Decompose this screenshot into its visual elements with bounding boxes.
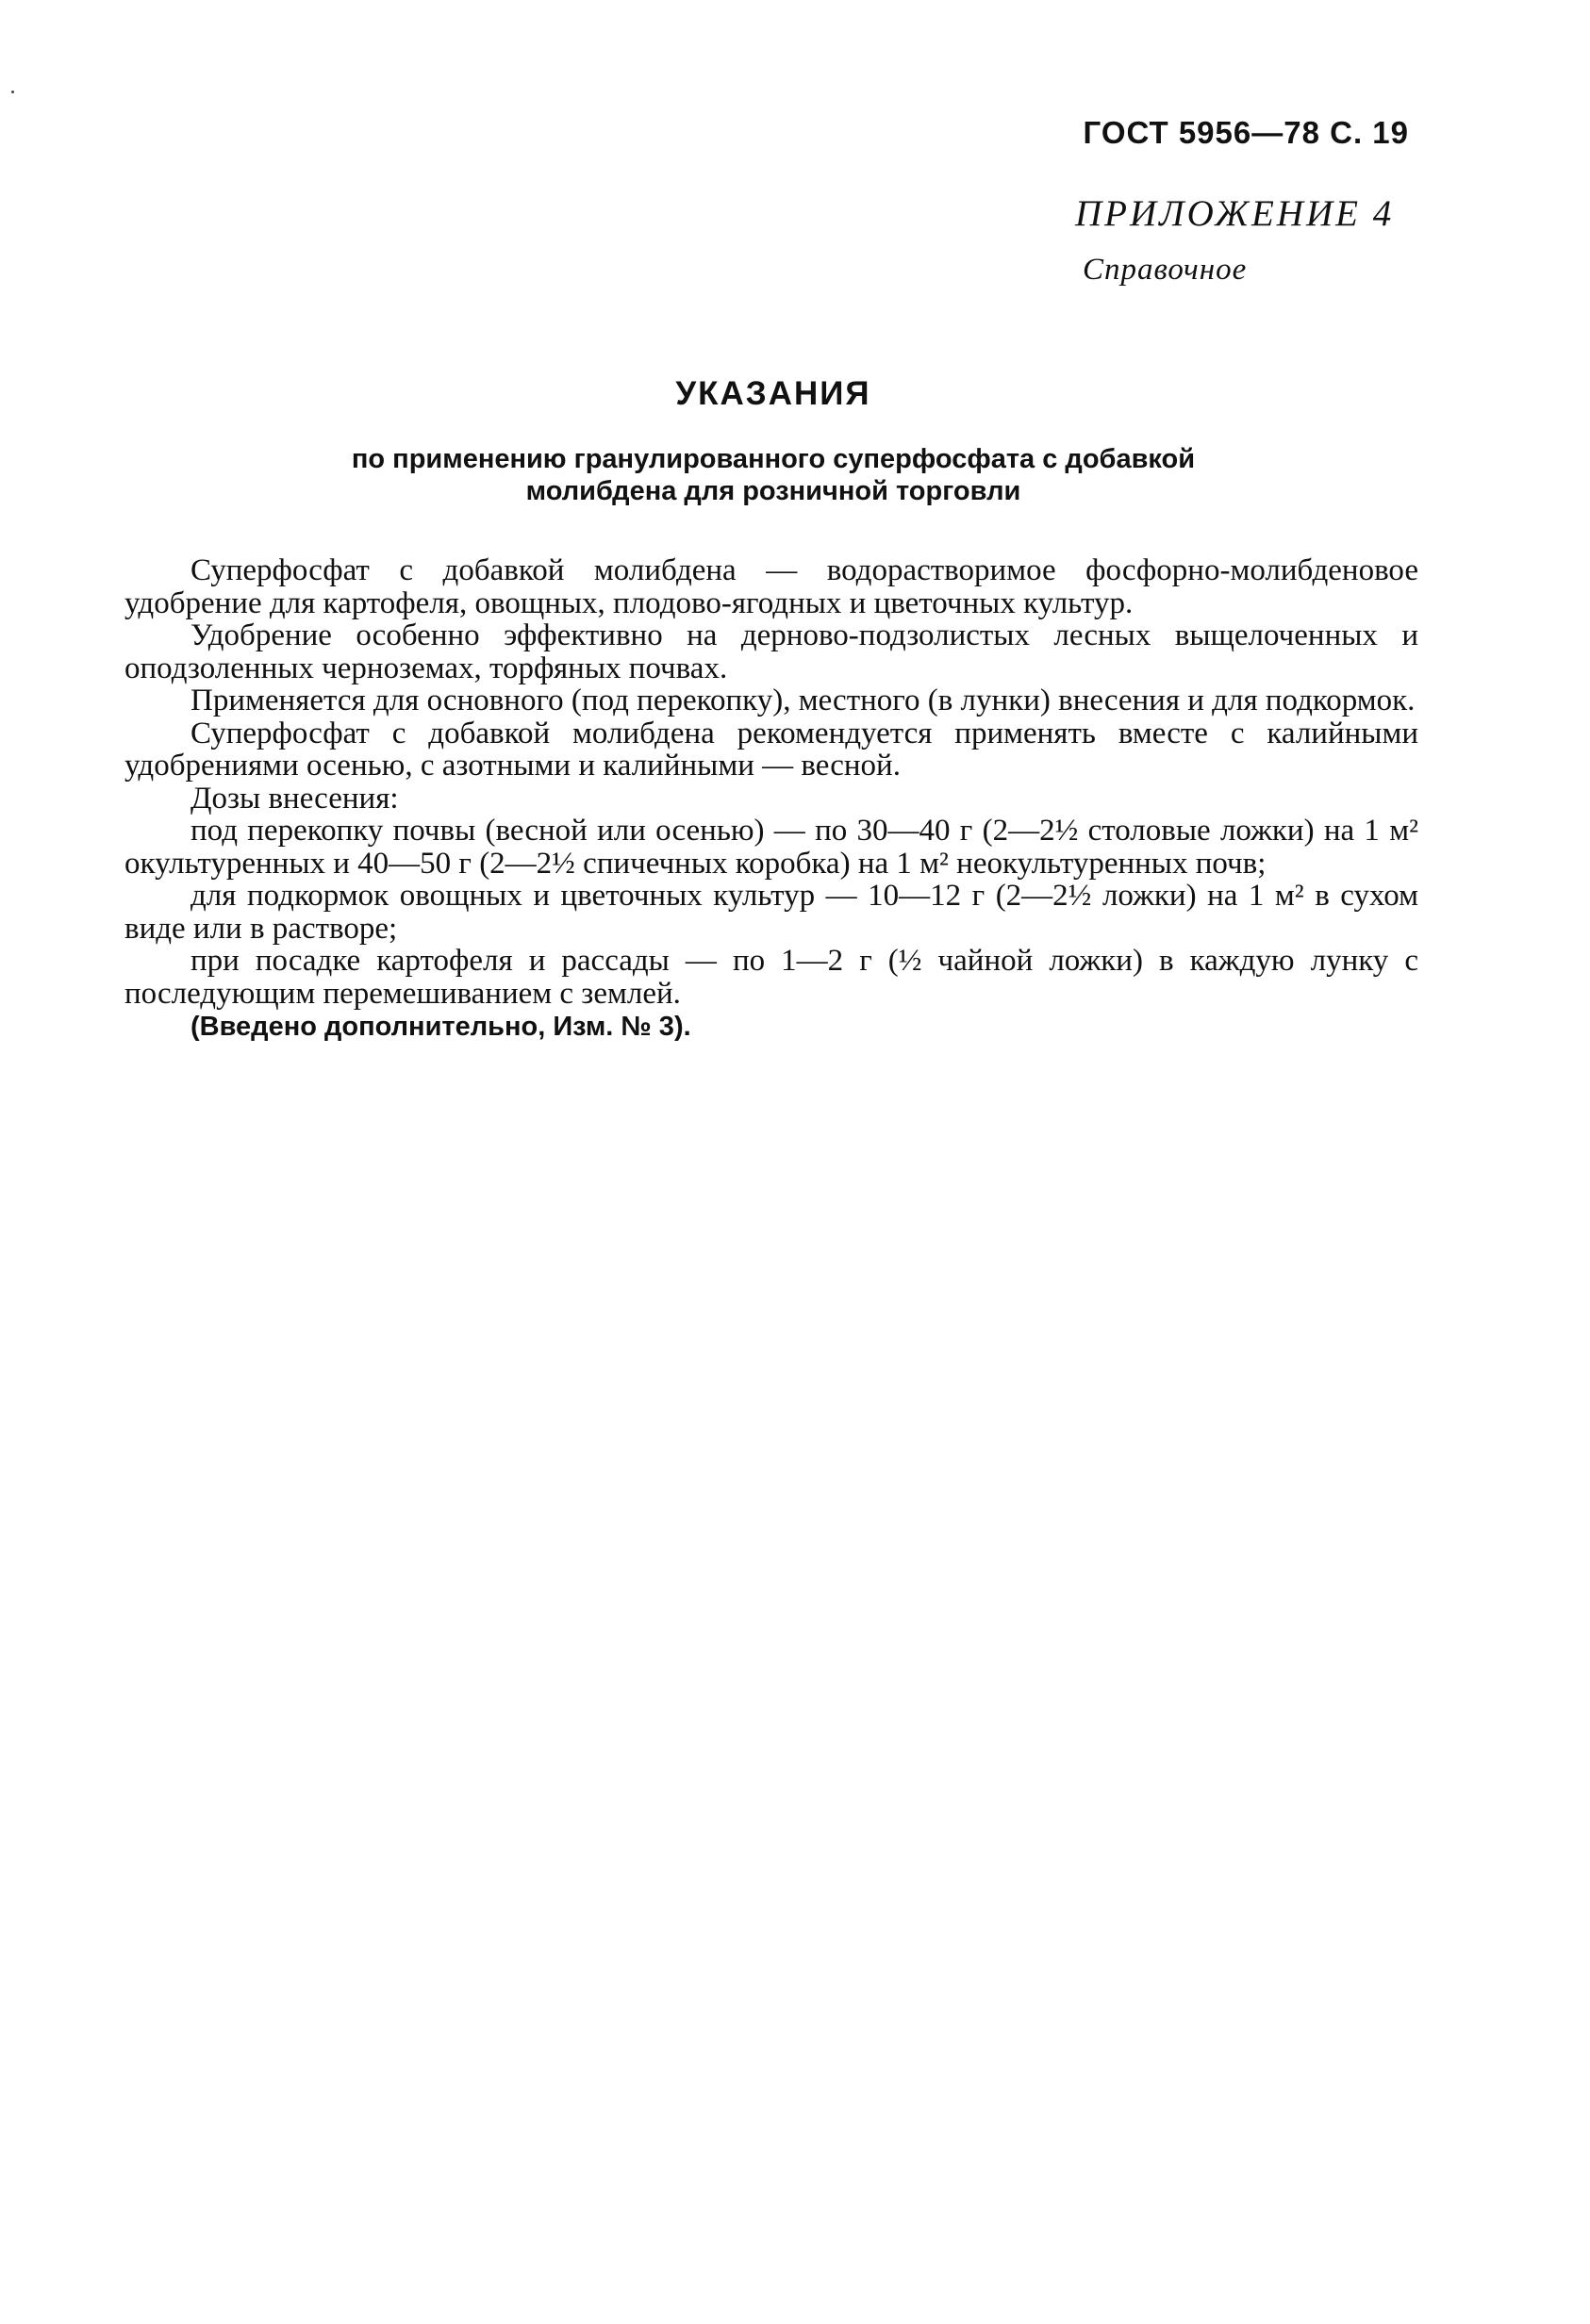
paragraph-dose-feeding: для подкормок овощных и цветочных культур — 10—12 г (2—2½ ложки) на 1 м² в сухом виде или в растворе; (124, 879, 1418, 946)
subtitle-line-2: молибдена для розничной торговли (525, 476, 1021, 506)
scan-speck (11, 91, 14, 93)
document-body (124, 554, 1418, 1044)
paragraph-description: Суперфосфат с добавкой молибдена — водорастворимое фосфорно-молибденовое удобрение для картофеля, овощных, плодово-ягодных и цветочных культур. (124, 553, 1418, 620)
paragraph-application: Применяется для основного (под перекопку), местного (в лунки) внесения и для подкормок. (190, 684, 1416, 717)
document-subtitle (0, 443, 1547, 507)
paragraph-dose-digging: под перекопку почвы (весной или осенью) — по 30—40 г (2—2½ столовые ложки) на 1 м² окультуренных и 40—50 г (2—2½ спичечных коробка) на 1 м² неокультуренных почв; (124, 814, 1418, 881)
appendix-note: Справочное (1083, 253, 1248, 287)
paragraph-combination: Суперфосфат с добавкой молибдена рекомендуется применять вместе с калийными удобрениями осенью, с азотными и калийными — весной. (124, 716, 1418, 783)
subtitle-line-1: по применению гранулированного суперфосфата с добавкой (351, 444, 1196, 474)
document-title: УКАЗАНИЯ (675, 375, 871, 412)
standard-page-header: ГОСТ 5956—78 С. 19 (1083, 115, 1409, 150)
amendment-note: (Введено дополнительно, Изм. № 3). (190, 1012, 691, 1042)
paragraph-effectiveness: Удобрение особенно эффективно на дерново-подзолистых лесных выщелоченных и оподзоленных черноземах, торфяных почвах. (124, 618, 1418, 685)
appendix-label: ПРИЛОЖЕНИЕ 4 (1075, 193, 1395, 234)
paragraph-dose-planting: при посадке картофеля и рассады — по 1—2 г (½ чайной ложки) в каждую лунку с последующим перемешиванием с землей. (124, 944, 1418, 1011)
paragraph-doses-heading: Дозы внесения: (190, 781, 399, 816)
